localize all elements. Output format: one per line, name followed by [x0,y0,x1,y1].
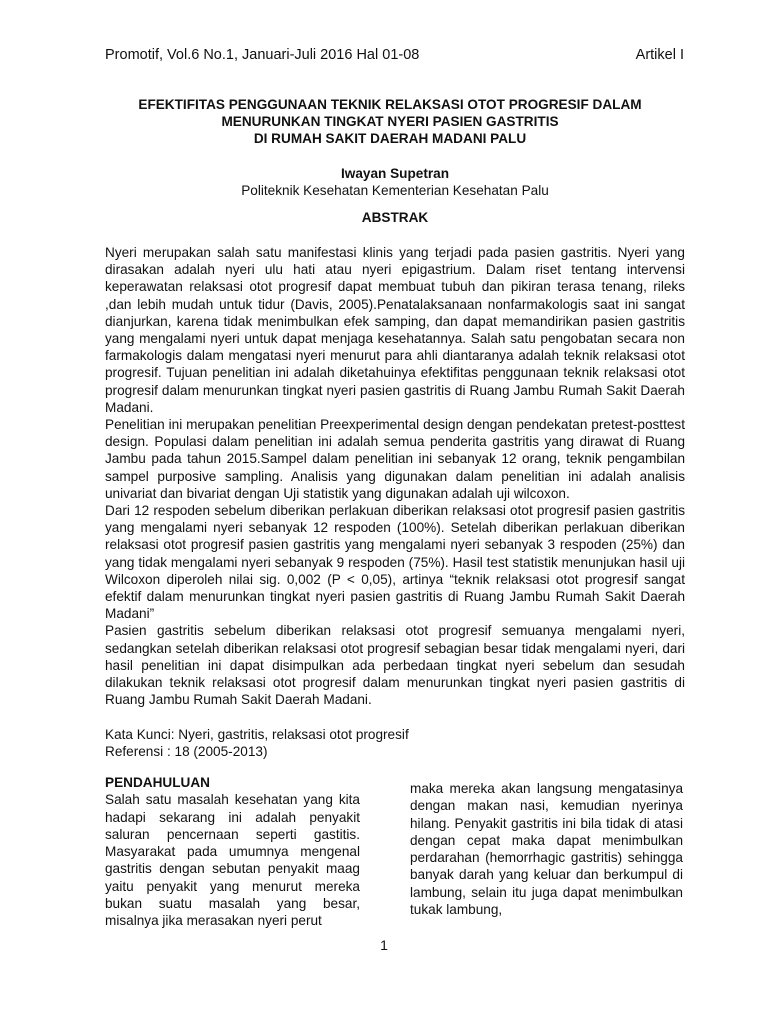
references-count: Referensi : 18 (2005-2013) [105,744,268,760]
intro-heading: PENDAHULUAN [105,775,210,790]
article-label: Artikel I [635,47,684,63]
page-number: 1 [380,937,388,953]
abstract-paragraph-1: Nyeri merupakan salah satu manifestasi klinis yang terjadi pada pasien gastritis. Nyeri yang dirasakan adalah nyeri ulu hati atau nyeri epigastrium. Dalam riset tentang intervensi keperawatan relaksasi otot progresif dapat membuat tubuh dan pikiran terasa tenang, rileks ,dan lebih mudah untuk tidur (Davis, 2005).Penatalaksanaan nonfarmakologis saat ini sangat dianjurkan, karena tidak menimbulkan efek samping, dan dapat memandirikan pasien gastritis yang mengalami nyeri untuk dapat menjaga kesehatannya. Salah satu pengobatan secara non farmakologis dalam mengatasi nyeri menurut para ahli diantaranya adalah teknik relaksasi otot progresif. Tujuan penelitian ini adalah diketahuinya efektifitas penggunaan teknik relaksasi otot progresif dalam menurunkan tingkat nyeri pasien gastritis di Ruang Jambu Rumah Sakit Daerah Madani. [105,245,685,415]
keywords-block [105,726,685,760]
abstract-paragraph-2: Penelitian ini merupakan penelitian Preexperimental design dengan pendekatan pretest-posttest design. Populasi dalam penelitian ini adalah semua penderita gastritis yang dirawat di Ruang Jambu pada tahun 2015.Sampel dalam penelitian ini sebanyak 12 orang, teknik pengambilan sampel purposive sampling. Analisis yang digunakan dalam penelitian ini adalah analisis univariat dan bivariat dengan Uji statistik yang digunakan adalah uji wilcoxon. [105,417,685,501]
journal-header: Promotif, Vol.6 No.1, Januari-Juli 2016 Hal 01-08 [105,47,420,63]
intro-right-column [410,780,683,918]
title-line-1: EFEKTIFITAS PENGGUNAAN TEKNIK RELAKSASI OTOT PROGRESIF DALAM [138,97,642,112]
abstract-heading: ABSTRAK [361,210,429,225]
abstract-paragraph-4: Pasien gastritis sebelum diberikan relaksasi otot progresif semuanya mengalami nyeri, sedangkan setelah diberikan relaksasi otot progresif sebagian besar tidak mengalami nyeri, dari hasil penelitian ini dapat disimpulkan ada perbedaan tingkat nyeri sebelum dan sesudah dilakukan teknik relaksasi otot progresif dalam menurunkan tingkat nyeri pasien gastritis di Ruang Jambu Rumah Sakit Daerah Madani. [105,623,685,708]
intro-left-column [105,774,360,930]
paper-title [90,96,690,147]
author-affiliation: Politeknik Kesehatan Kementerian Kesehatan Palu [241,183,549,198]
intro-left-text: Salah satu masalah kesehatan yang kita hadapi sekarang ini adalah penyakit saluran pencernaan seperti gastitis. Masyarakat pada umumnya mengenal gastritis dengan sebutan penyakit maag yaitu penyakit yang menurut mereka bukan suatu masalah yang besar, misalnya jika merasakan nyeri perut [105,792,360,929]
abstract-body [105,244,685,708]
keywords: Kata Kunci: Nyeri, gastritis, relaksasi otot progresif [105,727,409,742]
author-name: Iwayan Supetran [340,166,450,181]
intro-right-text: maka mereka akan langsung mengatasinya dengan makan nasi, kemudian nyerinya hilang. Penyakit gastritis ini bila tidak di atasi dengan cepat maka dapat menimbulkan perdarahan (hemorrhagic gastritis) sehingga banyak darah yang keluar dan berkumpul di lambung, selain itu juga dapat menimbulkan tukak lambung, [410,781,683,918]
title-line-2: MENURUNKAN TINGKAT NYERI PASIEN GASTRITIS [221,114,559,129]
title-line-3: DI RUMAH SAKIT DAERAH MADANI PALU [253,131,527,146]
abstract-paragraph-3: Dari 12 respoden sebelum diberikan perlakuan diberikan relaksasi otot progresif pasien gastritis yang mengalami nyeri sebanyak 12 respoden (100%). Setelah diberikan perlakuan diberikan relaksasi otot progresif pasien gastritis yang mengalami nyeri sebanyak 3 respoden (25%) dan yang tidak mengalami nyeri sebanyak 9 respoden (75%). Hasil test statistik menunjukan hasil uji Wilcoxon diperoleh nilai sig. 0,002 (P < 0,05), artinya “teknik relaksasi otot progresif sangat efektif dalam menurunkan tingkat nyeri pasien gastritis di Ruang Jambu Rumah Sakit Daerah Madani” [105,503,685,622]
